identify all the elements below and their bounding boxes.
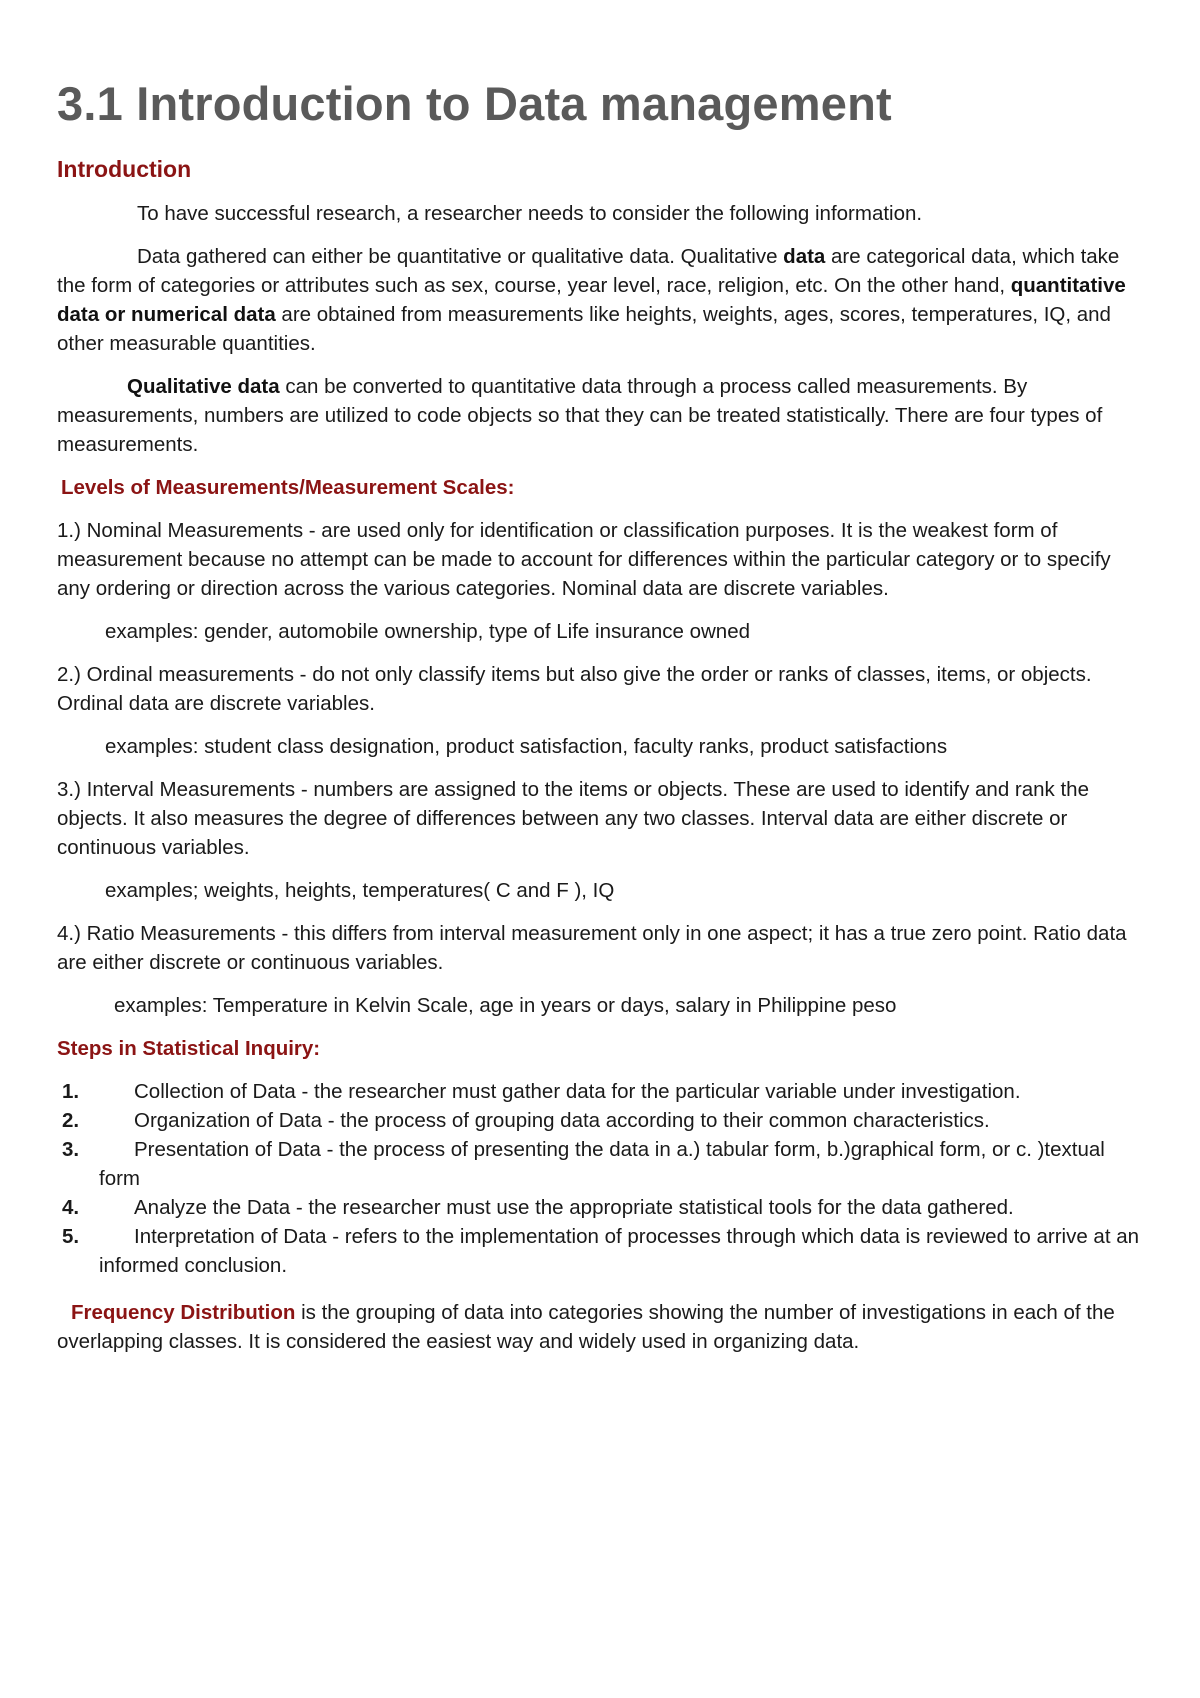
bold-term-qualitative-data: Qualitative data [127,375,280,399]
levels-heading: Levels of Measurements/Measurement Scales: [61,476,515,500]
list-item: 4. Analyze the Data - the researcher must use the appropriate statistical tools for the data gathered. [62,1196,1014,1220]
frequency-distribution-term: Frequency Distribution [71,1301,296,1325]
list-item: 3. Presentation of Data - the process of presenting the data in a.) tabular form, b.)graphical form, or c. )textual form [62,1138,1105,1191]
page-title: 3.1 Introduction to Data management [57,77,892,130]
level-ratio: 4.) Ratio Measurements - this differs from interval measurement only in one aspect; it has a true zero point. Ratio data are either discrete or continuous variables. [57,922,1127,975]
intro-paragraph-3: Qualitative data can be converted to quantitative data through a process called measurements. By measurements, numbers are utilized to code objects so that they can be treated statistically. There are four types of measurements. [57,375,1103,457]
steps-list [57,1077,1140,1280]
list-item: 5. Interpretation of Data - refers to the implementation of processes through which data is reviewed to arrive at an informed conclusion. [62,1225,1140,1278]
bold-term-data: data [783,245,826,269]
level-interval-examples: examples; weights, heights, temperatures( C and F ), IQ [105,879,615,903]
level-ordinal-examples: examples: student class designation, product satisfaction, faculty ranks, product satisfactions [105,735,948,759]
level-nominal-examples: examples: gender, automobile ownership, type of Life insurance owned [105,620,751,644]
level-ordinal: 2.) Ordinal measurements - do not only classify items but also give the order or ranks of classes, items, or objects. Ordinal data are discrete variables. [57,663,1092,716]
frequency-distribution-paragraph: Frequency Distribution is the grouping of data into categories showing the number of investigations in each of the overlapping classes. It is considered the easiest way and widely used in organizing data. [57,1301,1115,1354]
level-nominal: 1.) Nominal Measurements - are used only for identification or classification purposes. It is the weakest form of measurement because no attempt can be made to account for differences within the particular category or to specify any ordering or direction across the various categories. Nominal data are discrete variables. [57,519,1111,601]
bold-term-quantitative-data: quantitative data or numerical data [57,274,1126,327]
introduction-heading: Introduction [57,155,192,182]
intro-paragraph-1: To have successful research, a researcher needs to consider the following information. [137,202,923,226]
intro-paragraph-2: Data gathered can either be quantitative or qualitative data. Qualitative data are categorical data, which take the form of categories or attributes such as sex, course, year level, race, religion, etc. On the other hand, quantitative data or numerical data are obtained from measurements like heights, weights, ages, scores, temperatures, IQ, and other measurable quantities. [57,245,1126,356]
level-ratio-examples: examples: Temperature in Kelvin Scale, age in years or days, salary in Philippine peso [114,994,897,1018]
list-item: 2. Organization of Data - the process of grouping data according to their common characteristics. [62,1109,990,1133]
level-interval: 3.) Interval Measurements - numbers are assigned to the items or objects. These are used to identify and rank the objects. It also measures the degree of differences between any two classes. Interval data are either discrete or continuous variables. [57,778,1089,860]
steps-heading: Steps in Statistical Inquiry: [57,1037,321,1061]
list-item: 1. Collection of Data - the researcher must gather data for the particular variable under investigation. [62,1080,1021,1104]
